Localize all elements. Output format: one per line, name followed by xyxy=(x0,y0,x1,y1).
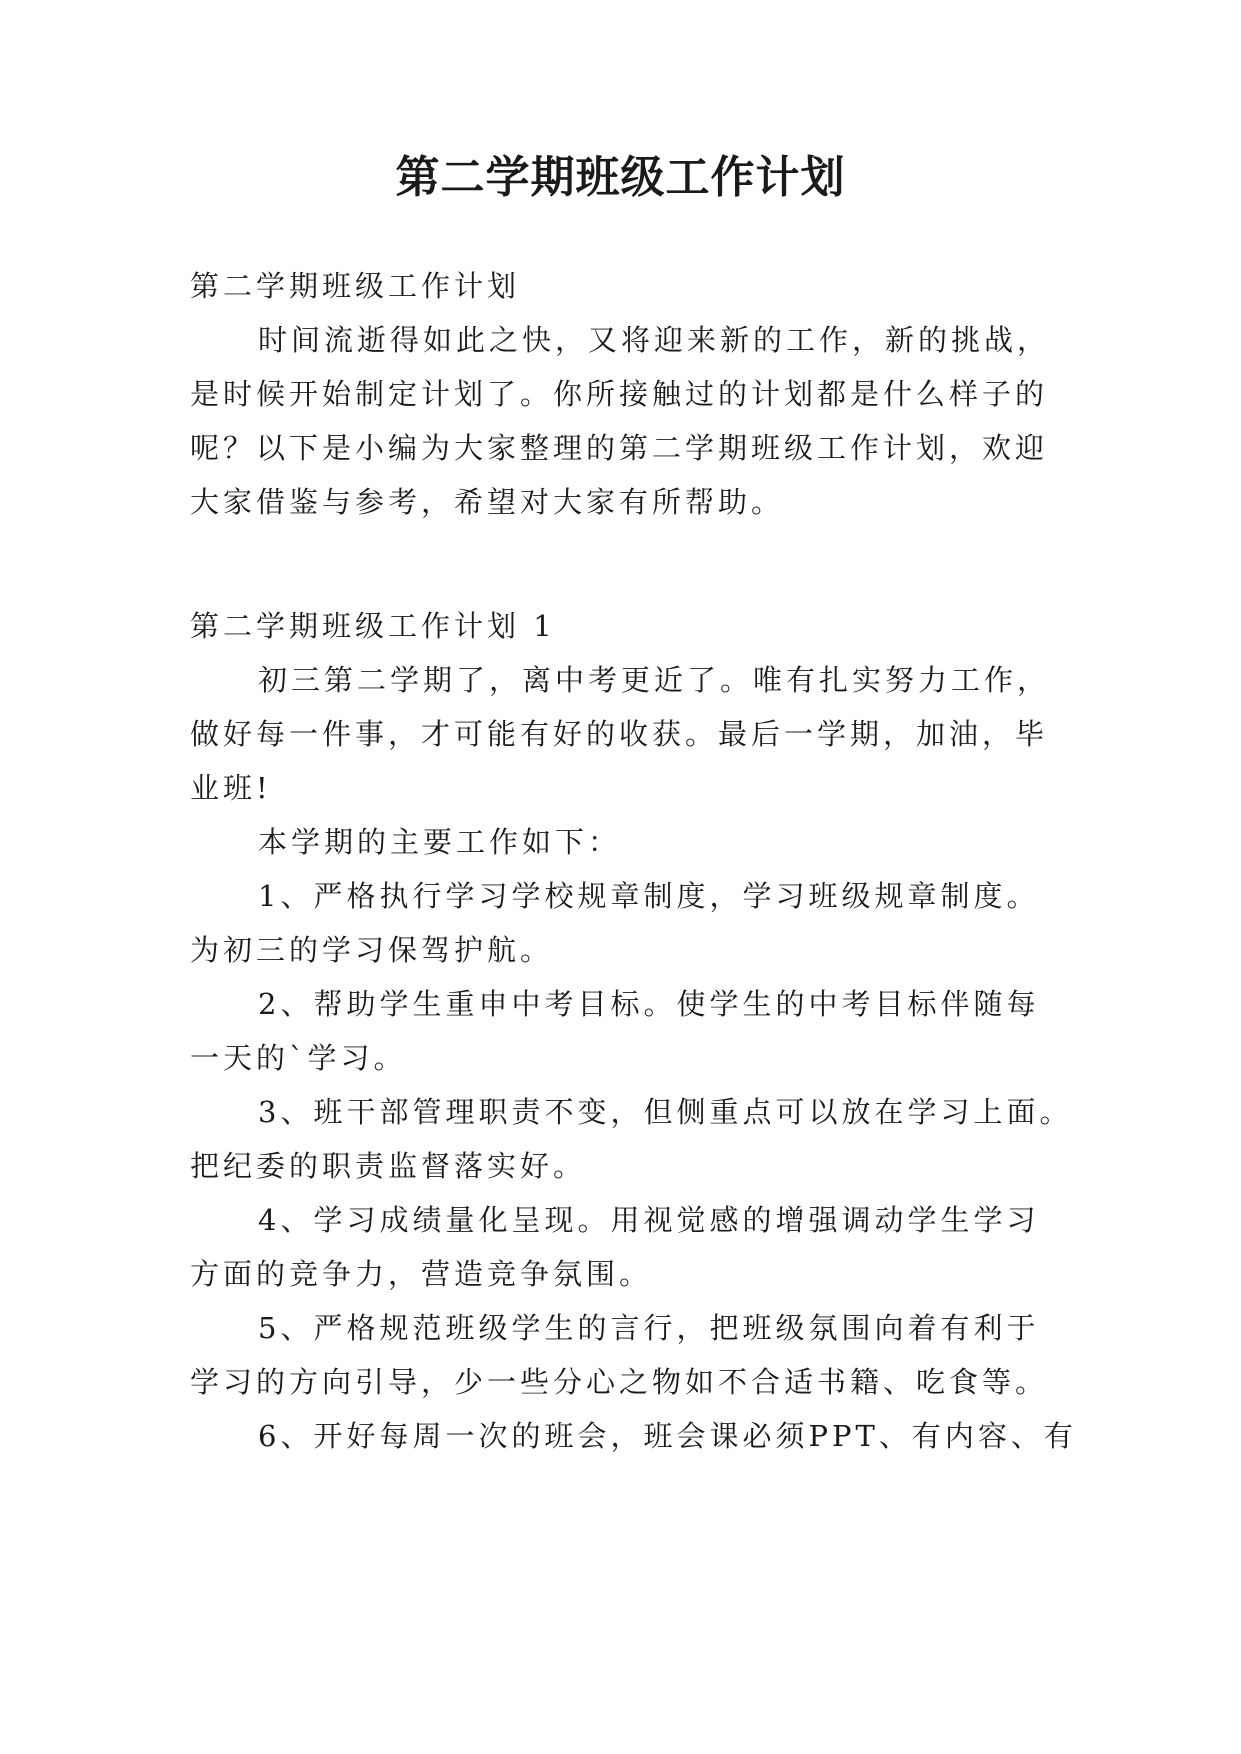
paragraph-line: 是时候开始制定计划了。你所接触过的计划都是什么样子的 xyxy=(190,377,1049,411)
list-item: 4、学习成绩量化呈现。用视觉感的增强调动学生学习 xyxy=(258,1203,1040,1237)
list-item: 2、帮助学生重申中考目标。使学生的中考目标伴随每 xyxy=(258,987,1040,1021)
list-item: 5、严格规范班级学生的言行，把班级氛围向着有利于 xyxy=(258,1311,1040,1345)
paragraph-line: 本学期的主要工作如下： xyxy=(258,825,622,859)
paragraph-line: 方面的竞争力，营造竞争氛围。 xyxy=(190,1257,653,1291)
paragraph-line: 初三第二学期了，离中考更近了。唯有扎实努力工作， xyxy=(258,663,1051,697)
paragraph-line: 一天的`学习。 xyxy=(190,1041,407,1075)
list-item: 3、班干部管理职责不变，但侧重点可以放在学习上面。 xyxy=(258,1095,1073,1129)
paragraph-line: 为初三的学习保驾护航。 xyxy=(190,933,554,967)
section-heading: 第二学期班级工作计划 1 xyxy=(190,609,556,643)
list-item: 6、开好每周一次的班会，班会课必须PPT、有内容、有 xyxy=(258,1419,1077,1453)
paragraph-line: 大家借鉴与参考，希望对大家有所帮助。 xyxy=(190,485,785,519)
paragraph-line: 学习的方向引导，少一些分心之物如不合适书籍、吃食等。 xyxy=(190,1365,1049,1399)
paragraph-line: 业班! xyxy=(190,771,272,805)
paragraph-line: 呢？以下是小编为大家整理的第二学期班级工作计划，欢迎 xyxy=(190,431,1049,465)
paragraph-line: 把纪委的职责监督落实好。 xyxy=(190,1149,587,1183)
document-title: 第二学期班级工作计划 xyxy=(395,152,846,203)
paragraph-line: 做好每一件事，才可能有好的收获。最后一学期，加油，毕 xyxy=(190,717,1049,751)
list-item: 1、严格执行学习学校规章制度，学习班级规章制度。 xyxy=(258,879,1040,913)
section-heading: 第二学期班级工作计划 xyxy=(190,269,521,303)
paragraph-line: 时间流逝得如此之快，又将迎来新的工作，新的挑战， xyxy=(258,323,1051,357)
